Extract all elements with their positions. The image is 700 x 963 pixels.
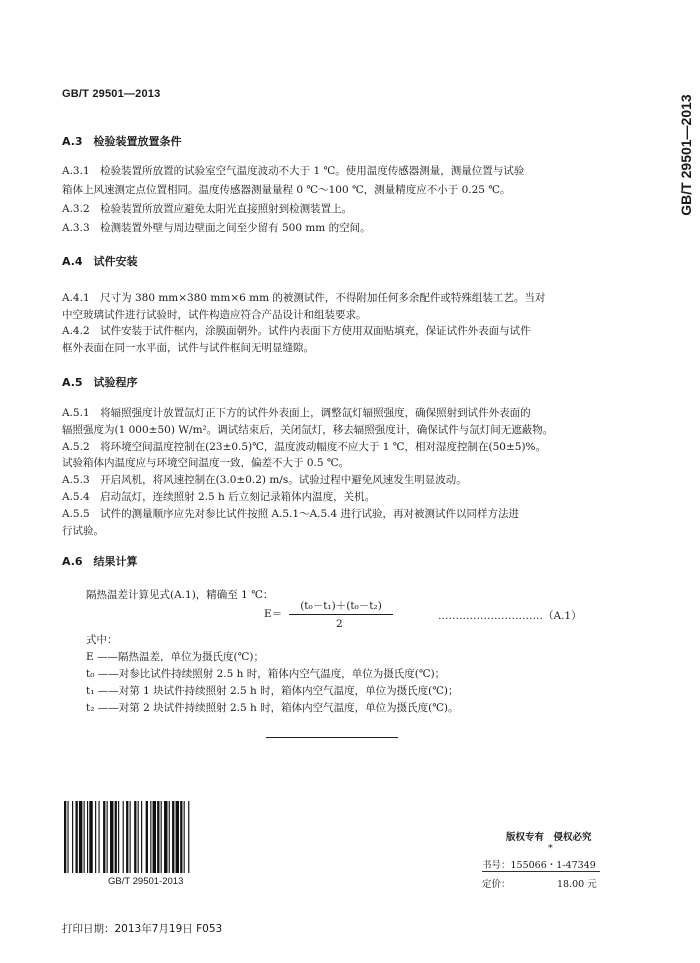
clause-a5-5-line1: A.5.5 试件的测量顺序应先对参比试件按照 A.5.1～A.5.4 进行试验，再对被测试件以同样方法进 xyxy=(62,508,520,520)
clause-a5-2-line1: A.5.2 将环境空间温度控制在(23±0.5)℃，温度波动幅度不应大于 1 ℃，相对湿度控制在(50±5)%。 xyxy=(62,441,547,453)
clause-a3-2: A.3.2 检验装置所放置应避免太阳光直接照射到检测装置上。 xyxy=(62,203,353,215)
clause-a3-3: A.3.3 检测装置外壁与周边壁面之间至少留有 500 mm 的空间。 xyxy=(62,222,371,234)
formula-equation-number: …………………………（A.1） xyxy=(438,610,582,622)
clause-a3-1-line1: A.3.1 检验装置所放置的试验室空气温度波动不大于 1 ℃。使用温度传感器测量，测量位置与试验 xyxy=(62,165,525,177)
section-a3-title: A.3 检验装置放置条件 xyxy=(62,135,182,148)
fraction-bar xyxy=(289,614,393,615)
definition-t0: t₀ ——对参比试件持续照射 2.5 h 时，箱体内空气温度，单位为摄氏度(℃)； xyxy=(86,668,446,680)
book-number: 书号：155066・1-47349 xyxy=(482,860,596,871)
formula-numerator: (t₀－t₁)＋(t₀－t₂) xyxy=(300,600,382,612)
formula-denominator: 2 xyxy=(336,618,343,630)
copyright-notice: 版权专有 侵权必究 xyxy=(506,832,592,843)
calc-intro: 隔热温差计算见式(A.1)，精确至 1 ℃： xyxy=(86,589,274,601)
clause-a5-2-line2: 试验箱体内温度应与环境空间温度一致，偏差不大于 0.5 ℃。 xyxy=(62,457,350,469)
price-rule xyxy=(482,871,600,872)
clause-a4-1-line1: A.4.1 尺寸为 380 mm×380 mm×6 mm 的被测试件，不得附加任何多余配件或特殊组装工艺。当对 xyxy=(62,292,546,304)
section-a6-title: A.6 结果计算 xyxy=(62,555,138,568)
clause-a4-2-line1: A.4.2 试件安装于试件框内，涂膜面朝外。试件内表面下方使用双面贴填充，保证试件外表面与试件 xyxy=(62,325,531,337)
price-label: 定价： xyxy=(482,879,511,890)
clause-a5-1-line1: A.5.1 将辐照强度计放置氙灯正下方的试件外表面上，调整氙灯辐照强度，确保照射到试件外表面的 xyxy=(62,407,531,419)
section-a5-title: A.5 试验程序 xyxy=(62,376,138,389)
side-standard-code: GB/T 29501—2013 xyxy=(678,94,694,216)
clause-a5-5-line2: 行试验。 xyxy=(62,525,104,537)
header-standard-code: GB/T 29501—2013 xyxy=(62,88,161,100)
where-label: 式中： xyxy=(86,634,118,646)
definition-e: E ——隔热温差，单位为摄氏度(℃)； xyxy=(86,651,264,663)
section-a4-title: A.4 试件安装 xyxy=(62,255,138,268)
clause-a5-1-line2: 辐照强度为(1 000±50) W/m²。调试结束后，关闭氙灯，移去辐照强度计，确保试件与氙灯间无遮蔽物。 xyxy=(62,424,554,436)
print-date: 打印日期：2013年7月19日 F053 xyxy=(62,923,223,935)
clause-a5-3: A.5.3 开启风机，将风速控制在(3.0±0.2) m/s。试验过程中避免风速发生明显波动。 xyxy=(62,474,467,486)
formula-lhs: E＝ xyxy=(264,608,283,620)
barcode-image xyxy=(62,801,226,873)
clause-a4-2-line2: 框外表面在同一水平面，试件与试件框间无明显缝隙。 xyxy=(62,342,314,354)
definition-t1: t₁ ——对第 1 块试件持续照射 2.5 h 时，箱体内空气温度，单位为摄氏度(℃)； xyxy=(86,685,459,697)
barcode-text: GB/T 29501-2013 xyxy=(108,876,184,887)
clause-a5-4: A.5.4 启动氙灯，连续照射 2.5 h 后立刻记录箱体内温度，关机。 xyxy=(62,491,376,503)
definition-t2: t₂ ——对第 2 块试件持续照射 2.5 h 时，箱体内空气温度，单位为摄氏度(℃)。 xyxy=(86,702,459,714)
clause-a3-1-line2: 箱体上风速测定点位置相同。温度传感器测量量程 0 ℃～100 ℃，测量精度应不小于 0.25 ℃。 xyxy=(62,184,511,196)
price-value: 18.00 元 xyxy=(557,879,597,890)
end-rule xyxy=(266,737,398,738)
clause-a4-1-line2: 中空玻璃试件进行试验时，试件构造应符合产品设计和组装要求。 xyxy=(62,309,367,321)
star-mark: * xyxy=(548,843,553,854)
